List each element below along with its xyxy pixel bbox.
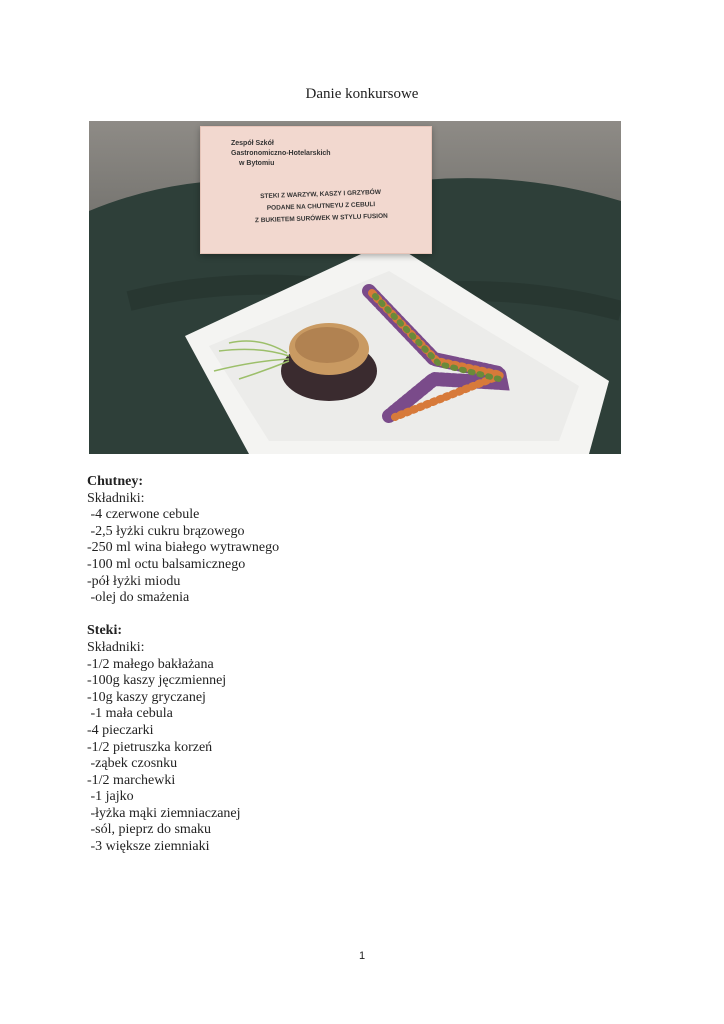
ingredient-item: -4 czerwone cebule	[87, 507, 200, 523]
ingredient-item: -olej do smażenia	[87, 590, 190, 606]
card-school-text	[231, 139, 421, 169]
ingredient-item: -3 większe ziemniaki	[87, 839, 210, 855]
ingredient-item: -2,5 łyżki cukru brązowego	[87, 523, 245, 539]
card-dish-line: PODANE NA CHUTNEYU Z CEBULI	[266, 201, 376, 212]
ingredient-item: -1/2 małego bakłażana	[87, 656, 214, 672]
ingredient-item: -10g kaszy gryczanej	[87, 689, 206, 705]
ingredient-item: -1 mała cebula	[87, 706, 173, 722]
card-dish-line: Z BUKIETEM SURÓWEK W STYLU FUSION	[254, 212, 388, 225]
chutney-heading: Chutney:	[87, 474, 144, 489]
ingredient-item: -1 jajko	[87, 789, 134, 805]
card-dish-text	[220, 186, 421, 229]
page-title: Danie konkursowe	[305, 86, 419, 102]
ingredient-item: -pół łyżki miodu	[87, 573, 181, 589]
card-school-line: Zespół Szkół	[231, 140, 274, 147]
chutney-subheading: Składniki:	[87, 490, 145, 506]
ingredient-item: -100g kaszy jęczmiennej	[87, 673, 227, 689]
section-spacer	[87, 607, 279, 624]
chutney-ingredients	[87, 507, 279, 607]
card-school-line: w Bytomiu	[239, 160, 275, 167]
card-school-line: Gastronomiczno-Hotelarskich	[231, 150, 331, 157]
ingredient-item: -250 ml wina białego wytrawnego	[87, 540, 280, 556]
steki-ingredients	[87, 657, 279, 856]
ingredient-item: -ząbek czosnku	[87, 756, 178, 772]
card-dish-line: STEKI Z WARZYW, KASZY I GRZYBÓW	[260, 188, 382, 201]
ingredient-item: -1/2 marchewki	[87, 772, 176, 788]
steki-heading: Steki:	[87, 623, 122, 639]
dish-photo	[89, 121, 621, 454]
ingredient-item: -łyżka mąki ziemniaczanej	[87, 805, 241, 821]
ingredient-item: -sól, pieprz do smaku	[87, 822, 212, 838]
recipe-text	[87, 474, 279, 856]
ingredient-item: -100 ml octu balsamicznego	[87, 556, 246, 572]
ingredient-item: -4 pieczarki	[87, 722, 154, 738]
ingredient-item: -1/2 pietruszka korzeń	[87, 739, 213, 755]
steki-subheading: Składniki:	[87, 639, 145, 655]
name-card	[200, 126, 432, 254]
page-number: 1	[358, 950, 366, 962]
